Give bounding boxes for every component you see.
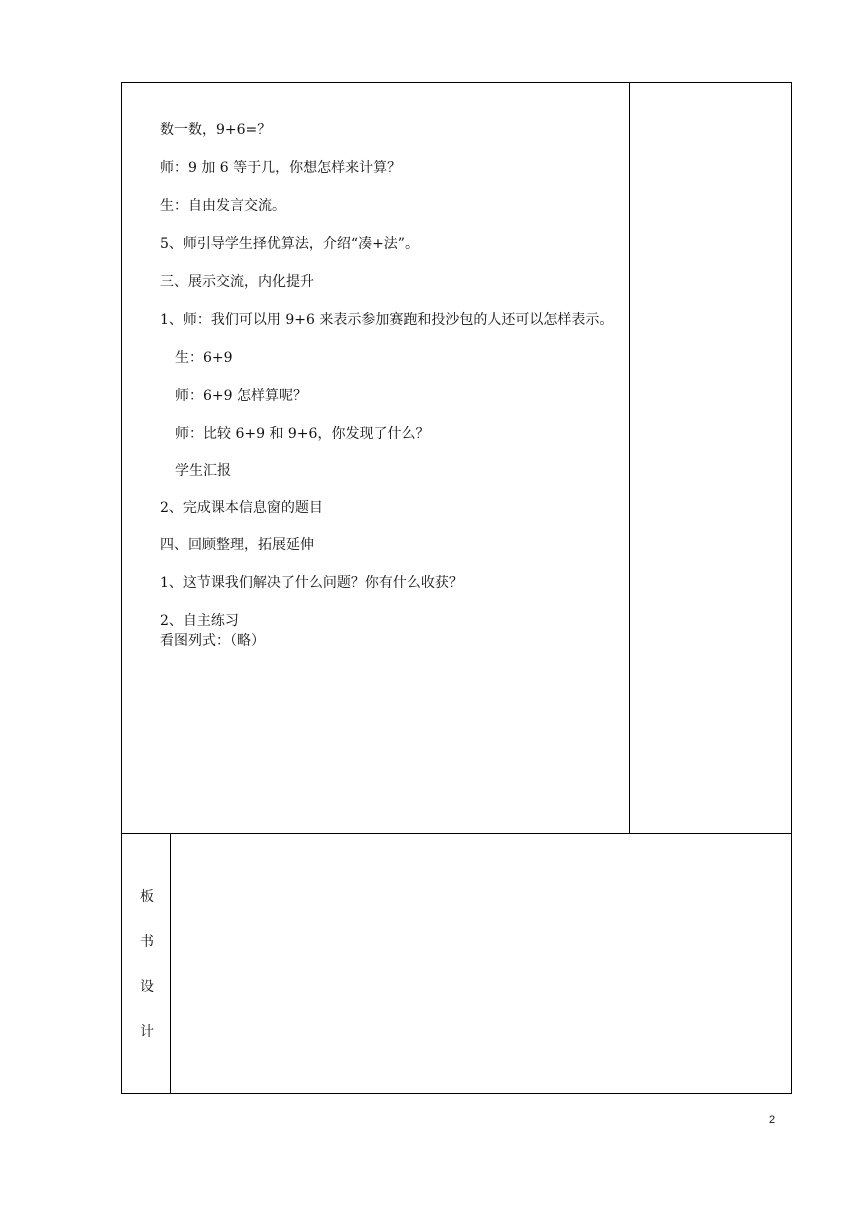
lesson-line: 2、自主练习	[160, 613, 239, 629]
board-design-label-char: 设	[140, 979, 154, 995]
lesson-line: 数一数，9+6=？	[160, 122, 272, 138]
lesson-line: 1、师：我们可以用 9+6 来表示参加赛跑和投沙包的人还可以怎样表示。	[160, 312, 614, 328]
board-label-divider	[170, 833, 171, 1094]
board-design-label-char: 板	[140, 889, 154, 905]
lesson-line: 生：6+9	[175, 350, 233, 366]
table-left-border	[121, 82, 122, 1094]
lesson-line: 师：6+9 怎样算呢？	[175, 388, 307, 404]
lesson-line: 看图列式：（略）	[160, 633, 265, 649]
lesson-line: 1、这节课我们解决了什么问题？你有什么收获？	[160, 575, 463, 591]
lesson-section-heading: 三、展示交流，内化提升	[160, 274, 314, 290]
lesson-line: 学生汇报	[175, 463, 231, 479]
table-middle-border	[121, 833, 792, 834]
board-design-label-char: 计	[140, 1024, 154, 1040]
lesson-line: 2、完成课本信息窗的题目	[160, 500, 323, 516]
notes-column-divider	[629, 82, 630, 834]
lesson-line: 师：比较 6+9 和 9+6，你发现了什么？	[175, 426, 430, 442]
lesson-line: 5、师引导学生择优算法，介绍“凑+法”。	[160, 236, 419, 252]
table-top-border	[121, 82, 792, 83]
lesson-line: 师：9 加 6 等于几，你想怎样来计算？	[160, 160, 402, 176]
table-right-border	[791, 82, 792, 1094]
lesson-section-heading: 四、回顾整理，拓展延伸	[160, 537, 314, 553]
page-number: 2	[769, 1114, 776, 1126]
table-bottom-border	[121, 1093, 792, 1094]
lesson-line: 生：自由发言交流。	[160, 198, 286, 214]
board-design-label-char: 书	[140, 934, 154, 950]
